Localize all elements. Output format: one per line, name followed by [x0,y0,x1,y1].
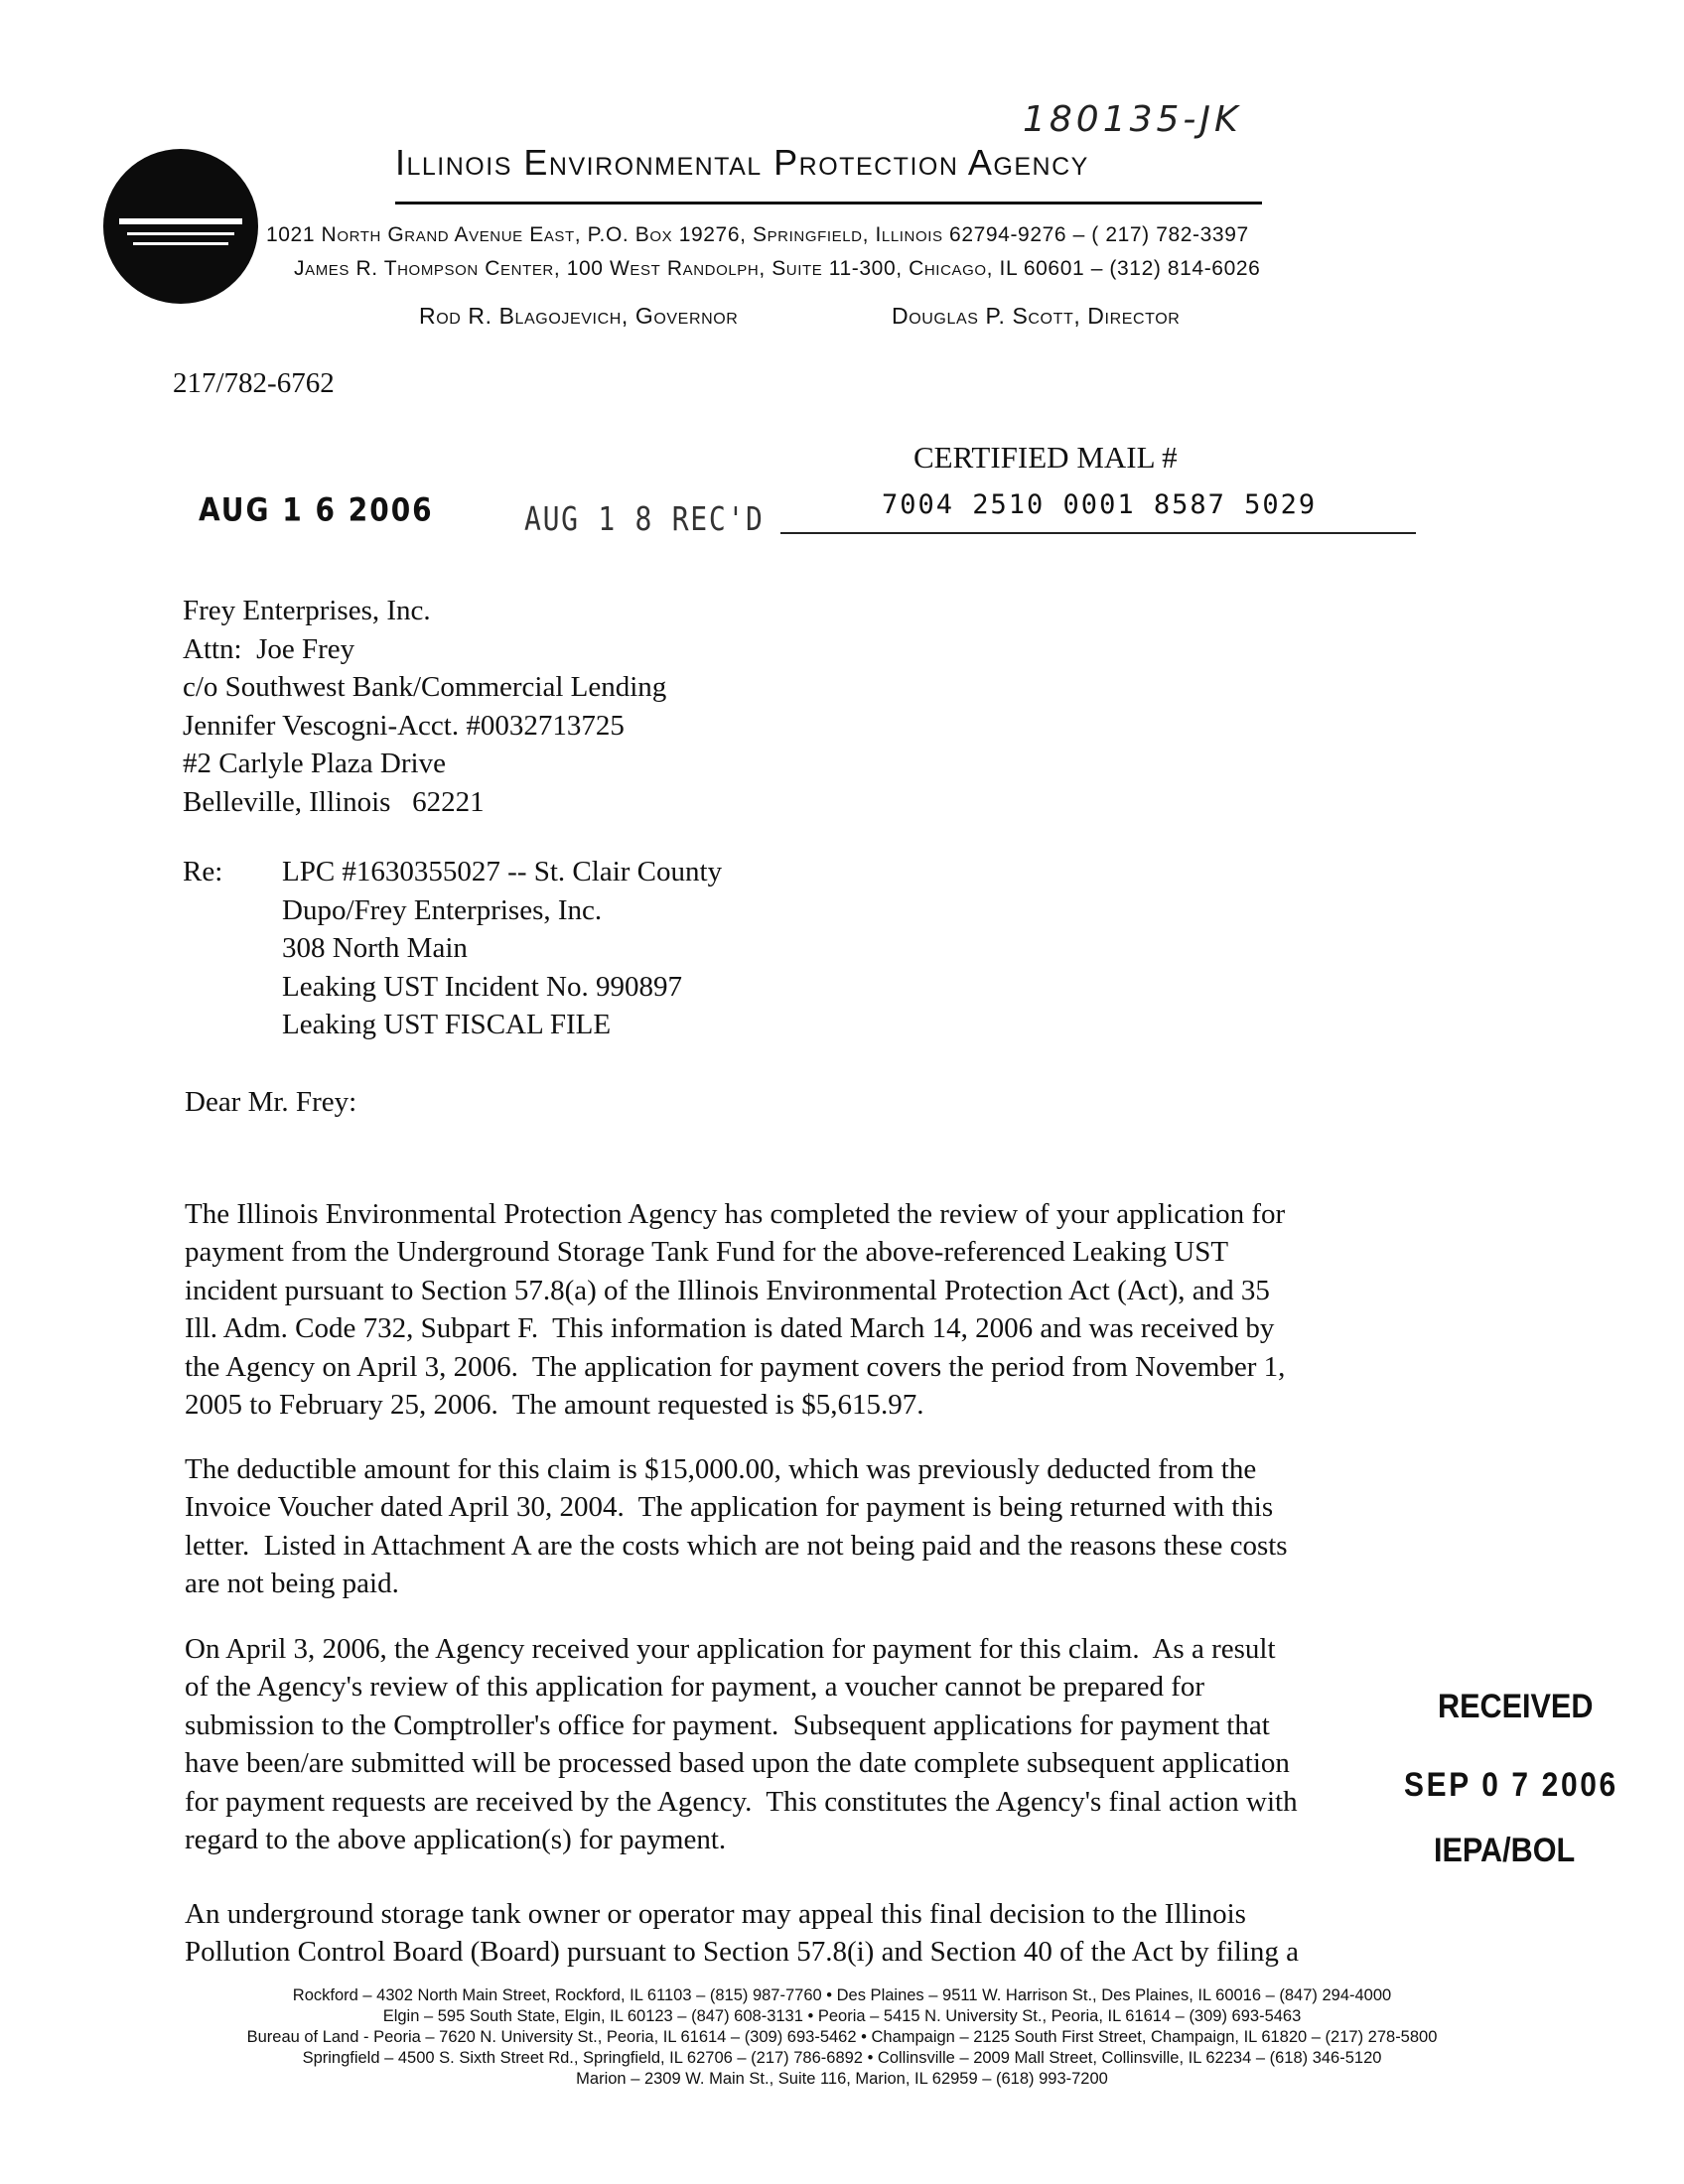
received-stamp: RECEIVED [1438,1688,1594,1725]
footer-offices-line5: Marion – 2309 W. Main St., Suite 116, Marion, IL 62959 – (618) 993-7200 [576,2070,1108,2088]
addressee-line: Attn: Joe Frey [183,632,355,665]
addressee-line: c/o Southwest Bank/Commercial Lending [183,671,667,703]
paragraph-line: An underground storage tank owner or operator may appeal this final decision to the Illinois [185,1897,1246,1930]
salutation: Dear Mr. Frey: [185,1086,357,1118]
received-stamp-date: SEP 0 7 2006 [1404,1766,1618,1804]
re-label: Re: [183,856,223,887]
date-stamp: AUG 1 6 2006 [199,490,434,529]
re-block [282,853,722,1044]
handwritten-note: 180135-JK [1023,99,1242,140]
addressee-line: Jennifer Vescogni-Acct. #0032713725 [183,709,625,742]
addressee-line: Frey Enterprises, Inc. [183,595,431,626]
bureau-stamp: IEPA/BOL [1434,1832,1576,1869]
paragraph-line: have been/are submitted will be processed based upon the date complete subsequent application [185,1747,1290,1779]
paragraph-line: the Agency on April 3, 2006. The application for payment covers the period from November 1, [185,1350,1286,1383]
paragraph-line: Pollution Control Board (Board) pursuant to Section 57.8(i) and Section 40 of the Act by filing a [185,1936,1299,1968]
certified-mail-underline [780,532,1416,534]
paragraph-line: Invoice Voucher dated April 30, 2004. The application for payment is being returned with this [185,1491,1274,1523]
footer-offices-line3: Bureau of Land - Peoria – 7620 N. University St., Peoria, IL 61614 – (309) 693-5462 • Champaign – 2125 South First Street, Champaign, IL 61820 – (217) 278-5800 [246,2028,1438,2046]
re-line: Dupo/Frey Enterprises, Inc. [282,893,603,926]
certified-mail-number: 7004 2510 0001 8587 5029 [882,489,1318,520]
address-chicago: James R. Thompson Center, 100 West Randolph, Suite 11-300, Chicago, IL 60601 – (312) 814-6026 [294,257,1261,280]
addressee-line: #2 Carlyle Plaza Drive [183,748,446,779]
agency-title: Illinois Environmental Protection Agency [395,142,1089,183]
certified-mail-label: CERTIFIED MAIL # [913,440,1178,475]
footer-offices-line1: Rockford – 4302 North Main Street, Rockford, IL 61103 – (815) 987-7760 • Des Plaines – 9511 W. Harrison St., Des Plaines, IL 60016 – (847) 294-4000 [292,1986,1392,2004]
paragraph-line: submission to the Comptroller's office for payment. Subsequent applications for payment that [185,1708,1270,1741]
addressee-line: Belleville, Illinois 62221 [183,785,485,818]
addressee-block [183,592,666,821]
paragraph-line: Ill. Adm. Code 732, Subpart F. This information is dated March 14, 2006 and was received by [185,1312,1275,1344]
footer-offices-line4: Springfield – 4500 S. Sixth Street Rd., Springfield, IL 62706 – (217) 786-6892 • Collinsville – 2009 Mall Street, Collinsville, IL 62234 – (618) 346-5120 [302,2049,1382,2067]
paragraph-line: letter. Listed in Attachment A are the costs which are not being paid and the reasons these costs [185,1529,1288,1562]
re-line: Leaking UST Incident No. 990897 [282,970,682,1003]
paragraph-line: The Illinois Environmental Protection Agency has completed the review of your application for [185,1197,1286,1230]
received-date-stamp: AUG 1 8 REC'D [524,499,765,538]
paragraph-line: for payment requests are received by the Agency. This constitutes the Agency's final action with [185,1785,1298,1818]
paragraph-line: of the Agency's review of this application for payment, a voucher cannot be prepared for [185,1671,1205,1703]
re-line: 308 North Main [282,932,468,964]
paragraph-line: incident pursuant to Section 57.8(a) of the Illinois Environmental Protection Act (Act), and 35 [185,1274,1270,1306]
phone-number: 217/782-6762 [173,367,335,399]
paragraph-line: On April 3, 2006, the Agency received your application for payment for this claim. As a result [185,1632,1276,1665]
footer-offices-line2: Elgin – 595 South State, Elgin, IL 60123 – (847) 608-3131 • Peoria – 5415 N. University St., Peoria, IL 61614 – (309) 693-5463 [382,2007,1302,2025]
address-springfield: 1021 North Grand Avenue East, P.O. Box 19276, Springfield, Illinois 62794-9276 – ( 217) 782-3397 [266,223,1249,246]
re-line: LPC #1630355027 -- St. Clair County [282,856,723,887]
header-divider [395,202,1262,205]
paragraph-line: The deductible amount for this claim is $15,000.00, which was previously deducted from the [185,1452,1257,1485]
paragraph-final-action [185,1591,1298,1897]
paragraph-line: regard to the above application(s) for payment. [185,1824,727,1855]
re-line: Leaking UST FISCAL FILE [282,1009,612,1040]
paragraph-line: are not being paid. [185,1568,399,1599]
director-name: Douglas P. Scott, Director [892,303,1181,329]
governor-name: Rod R. Blagojevich, Governor [419,303,739,329]
paragraph-line: payment from the Underground Storage Tank Fund for the above-referenced Leaking UST [185,1236,1229,1268]
agency-seal-logo [103,149,258,304]
paragraph-line: 2005 to February 25, 2006. The amount requested is $5,615.97. [185,1389,924,1421]
